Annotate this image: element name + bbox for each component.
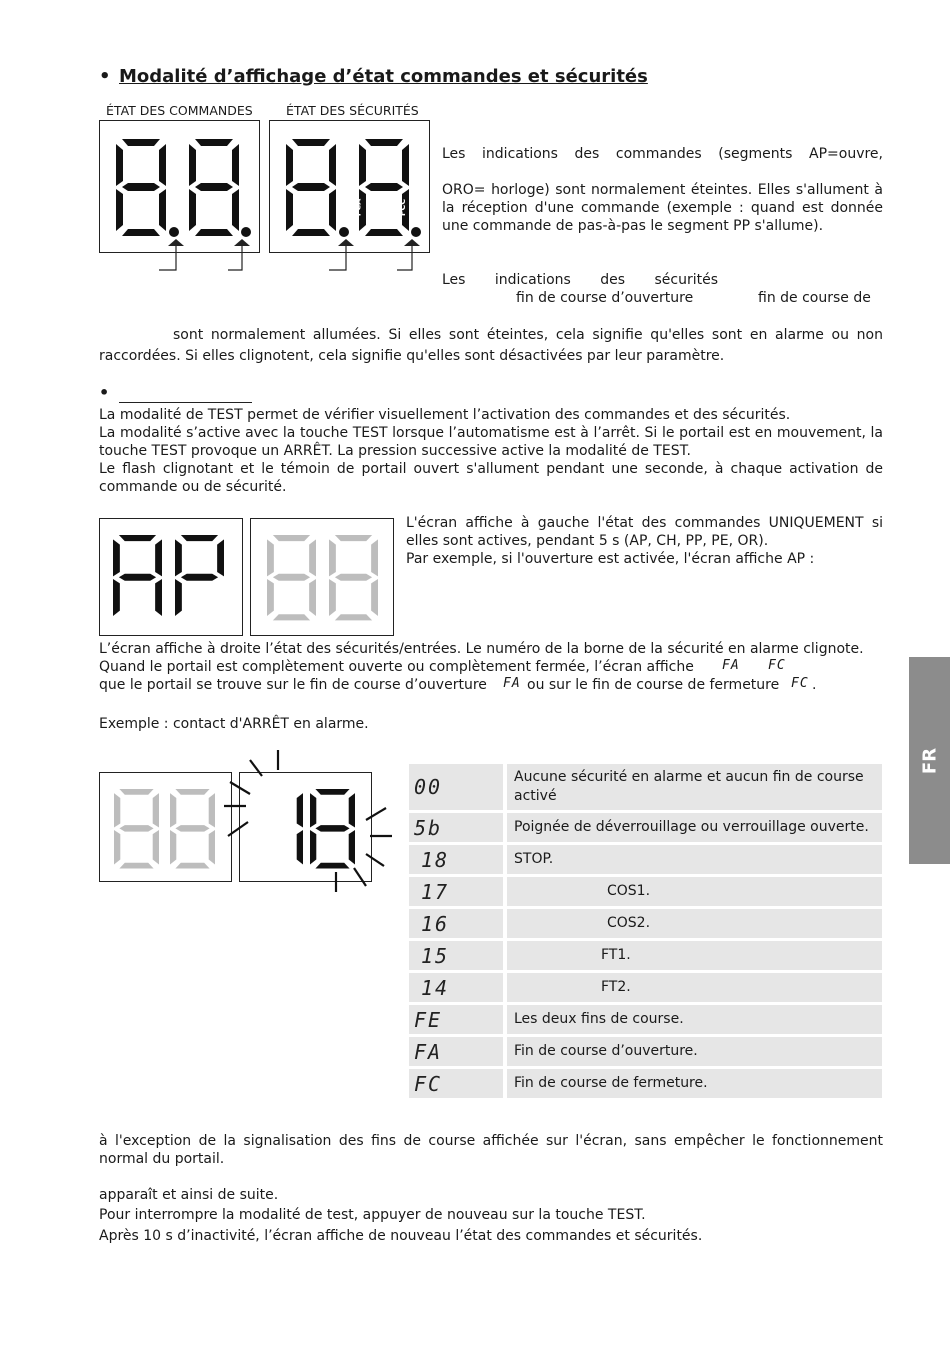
fcc-segment-label-box	[396, 197, 412, 219]
commands-para-line1: Les indications des commandes (segments AP=ouvre,	[442, 146, 883, 162]
table-desc: COS2.	[503, 909, 882, 938]
stop-left-display	[99, 772, 232, 882]
safeties-display-digits	[270, 121, 431, 254]
section1-title: Modalité d’affichage d’état commandes et sécurités	[119, 66, 648, 87]
example-label: Exemple : contact d'ARRÊT en alarme.	[99, 716, 369, 732]
table-desc: FT2.	[503, 973, 882, 1002]
table-row	[409, 877, 882, 906]
table-desc: FT1.	[503, 941, 882, 970]
table-row	[409, 845, 882, 874]
fcc-label: FCC	[398, 198, 408, 217]
section2-bullet: •	[99, 383, 110, 402]
ap-right-display	[250, 518, 394, 636]
table-code: 14	[421, 975, 450, 1000]
fca-label: FCA	[353, 198, 363, 217]
table-desc: COS1.	[503, 877, 882, 906]
table-code: FA	[414, 1039, 443, 1064]
table-row	[409, 941, 882, 970]
language-side-tab	[909, 657, 950, 864]
indicator-arrows	[99, 236, 434, 276]
right-para-2a: Quand le portail est complètement ouverte ou complètement fermée, l’écran affiche	[99, 659, 694, 675]
footer-para-2: apparaît et ainsi de suite.	[99, 1187, 279, 1203]
right-para-3c: .	[812, 677, 817, 693]
table-desc: Les deux fins de course.	[503, 1005, 882, 1034]
test-para-b: La modalité s’active avec la touche TEST lorsque l’automatisme est à l’arrêt. Si le portail est en mouvement, la touche TEST provoque un ARRÊT. La pression successive active la modalité de TEST.	[99, 425, 883, 459]
commands-display	[99, 120, 260, 253]
table-row	[409, 1037, 882, 1066]
table-row	[409, 973, 882, 1002]
safeties-para-fca: fin de course d’ouverture	[516, 290, 694, 306]
table-code: 18	[421, 847, 450, 872]
footer-para-3: Pour interrompre la modalité de test, appuyer de nouveau sur la touche TEST.	[99, 1207, 646, 1223]
table-row	[409, 764, 882, 810]
table-code: 16	[421, 911, 450, 936]
table-code: 5b	[414, 815, 443, 840]
ap-right-digits	[251, 519, 395, 637]
footer-para-4: Après 10 s d’inactivité, l’écran affiche de nouveau l’état des commandes et sécurités.	[99, 1228, 703, 1244]
safety-codes-table	[409, 761, 882, 1101]
table-row	[409, 1005, 882, 1034]
right-fa-inline: FA	[722, 658, 740, 673]
fca-segment-label-box	[351, 197, 367, 219]
label-safeties-status: ÉTAT DES SÉCURITÉS	[286, 103, 419, 118]
table-code: 00	[414, 775, 443, 799]
table-row	[409, 909, 882, 938]
label-commands-status: ÉTAT DES COMMANDES	[106, 103, 253, 118]
table-desc: Fin de course de fermeture.	[503, 1069, 882, 1098]
table-row	[409, 813, 882, 842]
table-desc: Poignée de déverrouillage ou verrouillage ouverte.	[503, 813, 882, 842]
table-desc: STOP.	[503, 845, 882, 874]
table-desc: Aucune sécurité en alarme et aucun fin de course activé	[503, 764, 882, 810]
safeties-para-fcc: fin de course de	[758, 290, 871, 306]
safeties-para-line1: Les indications des sécurités	[442, 272, 718, 288]
ap-left-display	[99, 518, 243, 636]
screen-para-2: Par exemple, si l'ouverture est activée, l'écran affiche AP :	[406, 551, 815, 567]
screen-para-1: L'écran affiche à gauche l'état des commandes UNIQUEMENT si elles sont actives, pendant 5 s (AP, CH, PP, PE, OR).	[406, 515, 883, 549]
section2-title-underline	[119, 402, 252, 403]
section1-bullet: •	[99, 66, 111, 87]
stop-left-digits	[100, 773, 233, 883]
table-row	[409, 1069, 882, 1098]
table-code: 15	[421, 943, 450, 968]
right-fa-inline-2: FA	[503, 676, 521, 691]
test-para-c: Le flash clignotant et le témoin de portail ouvert s'allument pendant une seconde, à chaque activation de commande ou de sécurité.	[99, 461, 883, 495]
language-tab-label: FR	[919, 747, 940, 774]
test-para-a: La modalité de TEST permet de vérifier visuellement l’activation des commandes et des sécurités.	[99, 407, 791, 423]
safeties-para-rest: sont normalement allumées. Si elles sont éteintes, cela signifie qu'elles sont en alarme ou non raccordées. Si elles clignotent, cela signifie qu'elles sont désactivées par leur paramètre.	[99, 327, 883, 364]
blink-rays	[220, 748, 400, 898]
footer-para-1: à l'exception de la signalisation des fins de course affichée sur l'écran, sans empêcher le fonctionnement normal du portail.	[99, 1133, 883, 1167]
right-para-1: L’écran affiche à droite l’état des sécurités/entrées. Le numéro de la borne de la sécurité en alarme clignote.	[99, 641, 864, 657]
table-code: 17	[421, 879, 450, 904]
table-code: FE	[414, 1007, 443, 1032]
ap-left-digits	[100, 519, 244, 637]
right-para-3b: ou sur le fin de course de fermeture	[527, 677, 780, 693]
commands-para-rest: ORO= horloge) sont normalement éteintes. Elles s'allument à la réception d'une commande (exemple : quand est donnée une commande de pas-à-pas le segment PP s'allume).	[442, 182, 883, 234]
table-desc: Fin de course d’ouverture.	[503, 1037, 882, 1066]
right-fc-inline-2: FC	[791, 676, 809, 691]
safeties-display	[269, 120, 430, 253]
table-code: FC	[414, 1071, 443, 1096]
right-para-3a: que le portail se trouve sur le fin de course d’ouverture	[99, 677, 487, 693]
commands-display-digits	[100, 121, 261, 254]
right-fc-inline: FC	[768, 658, 786, 673]
